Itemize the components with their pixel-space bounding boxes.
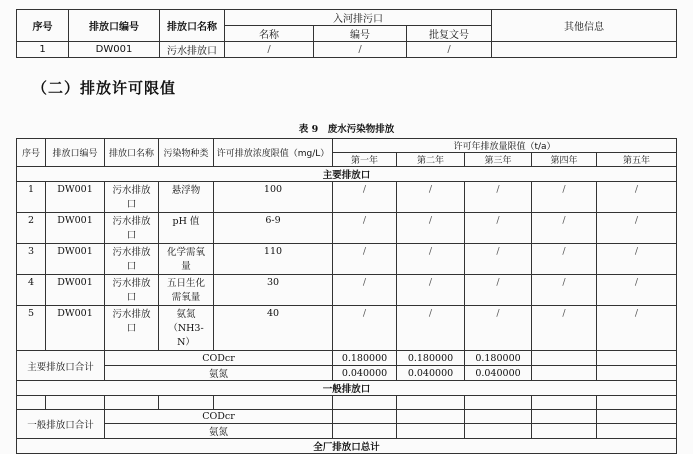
nh3-year-1 — [333, 424, 397, 439]
cell-pollutant: 氨氮（NH3-N） — [159, 306, 214, 351]
section-row — [17, 167, 677, 182]
nh3-year-3 — [465, 424, 532, 439]
section-heading: （二）排放许可限值 — [32, 79, 177, 97]
cell-outlet-code: DW001 — [46, 213, 105, 244]
permit-limit-table — [16, 138, 677, 454]
nh3-year-2 — [397, 424, 465, 439]
table-row — [17, 182, 677, 213]
general-total-label: 一般排放口合计 — [17, 410, 105, 439]
header-concentration-limit: 许可排放浓度限值（mg/L） — [214, 139, 333, 167]
cell-seq: 2 — [17, 213, 46, 244]
cell-year-1: / — [333, 275, 397, 306]
table-caption: 表 9 废水污染物排放 — [298, 124, 395, 135]
table-row — [17, 275, 677, 306]
header-river-outlet: 入河排污口 — [225, 10, 492, 26]
cell-seq: 1 — [17, 42, 69, 58]
header-river-code: 编号 — [314, 26, 407, 42]
cell-pollutant: 化学需氧量 — [159, 244, 214, 275]
outlet-info-table — [16, 9, 677, 58]
cell-year-4: / — [532, 213, 597, 244]
cell-year-4: / — [532, 182, 597, 213]
cell-year-4: / — [532, 275, 597, 306]
empty-cell — [465, 396, 532, 410]
cell-concentration-limit: 40 — [214, 306, 333, 351]
cell-year-5: / — [597, 306, 677, 351]
header-year-1: 第一年 — [333, 153, 397, 167]
cell-year-1: / — [333, 213, 397, 244]
empty-cell — [46, 396, 105, 410]
codcr-year-3: 0.180000 — [465, 351, 532, 366]
cell-year-3: / — [465, 275, 532, 306]
header-river-name: 名称 — [225, 26, 314, 42]
cell-outlet-name: 污水排放口 — [105, 275, 159, 306]
cell-outlet-code: DW001 — [46, 244, 105, 275]
header-year-3: 第三年 — [465, 153, 532, 167]
header-annual-limit: 许可年排放量限值（t/a） — [333, 139, 677, 153]
codcr-year-5 — [597, 351, 677, 366]
empty-cell — [214, 396, 333, 410]
empty-cell — [397, 396, 465, 410]
cell-outlet-code: DW001 — [46, 182, 105, 213]
empty-cell — [532, 396, 597, 410]
codcr-year-2: 0.180000 — [397, 351, 465, 366]
header-year-5: 第五年 — [597, 153, 677, 167]
cell-name: 污水排放口 — [160, 42, 225, 58]
header-pollutant: 污染物种类 — [159, 139, 214, 167]
empty-cell — [17, 396, 46, 410]
nh3-year-4 — [532, 366, 597, 381]
section-row — [17, 439, 677, 454]
codcr-year-5 — [597, 410, 677, 424]
codcr-year-1 — [333, 410, 397, 424]
empty-cell — [597, 396, 677, 410]
cell-concentration-limit: 100 — [214, 182, 333, 213]
cell-outlet-name: 污水排放口 — [105, 182, 159, 213]
table-row — [17, 244, 677, 275]
total-row — [17, 366, 677, 381]
codcr-label: CODcr — [105, 410, 333, 424]
main-outlet-section-label: 主要排放口 — [17, 167, 677, 182]
cell-year-2: / — [397, 306, 465, 351]
codcr-year-3 — [465, 410, 532, 424]
nh3-label: 氨氮 — [105, 366, 333, 381]
section-row — [17, 381, 677, 396]
cell-year-4: / — [532, 244, 597, 275]
nh3-year-2: 0.040000 — [397, 366, 465, 381]
cell-seq: 1 — [17, 182, 46, 213]
table-row — [17, 42, 677, 58]
header-outlet-name: 排放口名称 — [160, 10, 225, 42]
main-total-label: 主要排放口合计 — [17, 351, 105, 381]
cell-other — [492, 42, 677, 58]
header-river-approval: 批复文号 — [407, 26, 492, 42]
header-outlet-name: 排放口名称 — [105, 139, 159, 167]
header-row — [17, 139, 677, 153]
cell-year-1: / — [333, 244, 397, 275]
cell-year-2: / — [397, 244, 465, 275]
nh3-year-5 — [597, 366, 677, 381]
nh3-year-4 — [532, 424, 597, 439]
cell-year-3: / — [465, 306, 532, 351]
cell-pollutant: 悬浮物 — [159, 182, 214, 213]
cell-river-code: / — [314, 42, 407, 58]
cell-river-name: / — [225, 42, 314, 58]
codcr-year-2 — [397, 410, 465, 424]
cell-outlet-code: DW001 — [46, 306, 105, 351]
cell-pollutant: pH 值 — [159, 213, 214, 244]
header-outlet-code: 排放口编号 — [46, 139, 105, 167]
codcr-label: CODcr — [105, 351, 333, 366]
cell-approval: / — [407, 42, 492, 58]
empty-cell — [333, 396, 397, 410]
nh3-year-3: 0.040000 — [465, 366, 532, 381]
header-seq: 序号 — [17, 10, 69, 42]
empty-cell — [105, 396, 159, 410]
table-row — [17, 306, 677, 351]
cell-seq: 4 — [17, 275, 46, 306]
cell-outlet-name: 污水排放口 — [105, 306, 159, 351]
cell-year-5: / — [597, 244, 677, 275]
total-row — [17, 424, 677, 439]
cell-concentration-limit: 6-9 — [214, 213, 333, 244]
empty-cell — [159, 396, 214, 410]
header-other-info: 其他信息 — [492, 10, 677, 42]
cell-outlet-name: 污水排放口 — [105, 213, 159, 244]
cell-outlet-code: DW001 — [46, 275, 105, 306]
cell-outlet-name: 污水排放口 — [105, 244, 159, 275]
cell-year-2: / — [397, 275, 465, 306]
cell-year-3: / — [465, 182, 532, 213]
cell-year-2: / — [397, 182, 465, 213]
cell-year-5: / — [597, 182, 677, 213]
cell-year-2: / — [397, 213, 465, 244]
general-outlet-section-label: 一般排放口 — [17, 381, 677, 396]
cell-year-5: / — [597, 275, 677, 306]
header-seq: 序号 — [17, 139, 46, 167]
cell-code: DW001 — [69, 42, 160, 58]
cell-pollutant: 五日生化需氧量 — [159, 275, 214, 306]
codcr-year-4 — [532, 410, 597, 424]
cell-year-1: / — [333, 182, 397, 213]
table-row — [17, 213, 677, 244]
cell-concentration-limit: 30 — [214, 275, 333, 306]
cell-year-4: / — [532, 306, 597, 351]
total-row — [17, 351, 677, 366]
table-row — [17, 396, 677, 410]
plant-total-section-label: 全厂排放口总计 — [17, 439, 677, 454]
cell-year-3: / — [465, 213, 532, 244]
cell-concentration-limit: 110 — [214, 244, 333, 275]
cell-year-1: / — [333, 306, 397, 351]
codcr-year-1: 0.180000 — [333, 351, 397, 366]
header-year-4: 第四年 — [532, 153, 597, 167]
cell-year-5: / — [597, 213, 677, 244]
cell-seq: 5 — [17, 306, 46, 351]
cell-seq: 3 — [17, 244, 46, 275]
nh3-year-5 — [597, 424, 677, 439]
header-year-2: 第二年 — [397, 153, 465, 167]
nh3-year-1: 0.040000 — [333, 366, 397, 381]
total-row — [17, 410, 677, 424]
nh3-label: 氨氮 — [105, 424, 333, 439]
cell-year-3: / — [465, 244, 532, 275]
header-outlet-code: 排放口编号 — [69, 10, 160, 42]
codcr-year-4 — [532, 351, 597, 366]
